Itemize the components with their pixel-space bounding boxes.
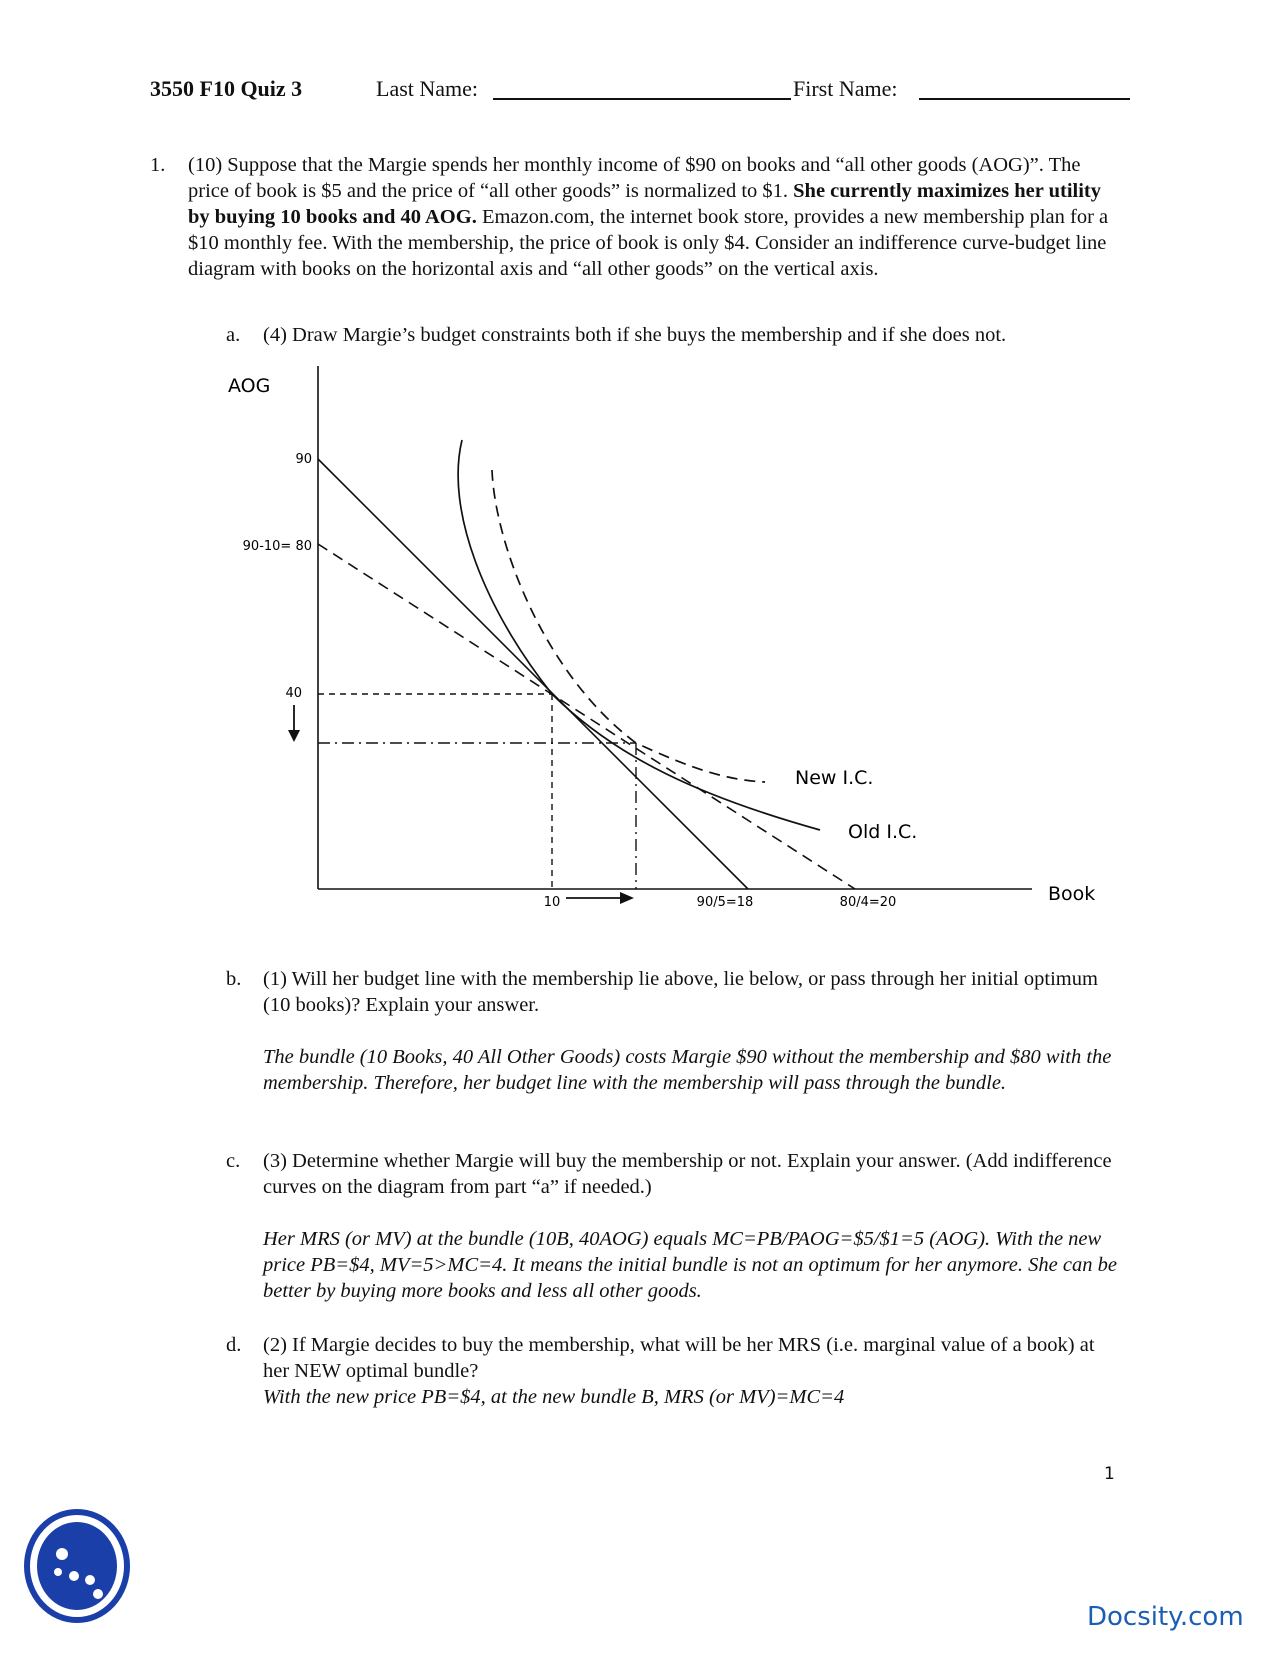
y-tick-40: 40 (285, 686, 302, 701)
budget-line-membership (318, 544, 855, 889)
quiz-title: 3550 F10 Quiz 3 (150, 76, 303, 101)
x-tick-20: 80/4=20 (839, 895, 897, 910)
down-arrow-icon (288, 705, 300, 742)
docsity-brand-link[interactable]: Docsity.com (1087, 1602, 1244, 1632)
y-tick-90: 90 (295, 452, 312, 467)
part-d-letter: d. (226, 1334, 242, 1356)
part-d-text: (2) If Margie decides to buy the membership, what will be her MRS (i.e. marginal value of a book) at her NEW optimal bundle? (263, 1334, 1095, 1382)
part-c-answer-text: Her MRS (or MV) at the bundle (10B, 40AOG) equals MC=PB/PAOG=$5/$1=5 (AOG). With the new price PB=$4, MV=5>MC=4. It means the initial bundle is not an optimum for her anymore. She can be better by buying more books and less all other goods. (263, 1228, 1117, 1302)
part-d-answer-text: With the new price PB=$4, at the new bundle B, MRS (or MV)=MC=4 (263, 1386, 845, 1408)
budget-line-original (318, 459, 748, 889)
part-b-letter: b. (226, 968, 242, 990)
new-indifference-curve (492, 470, 765, 782)
page-number: 1 (1104, 1464, 1115, 1484)
docsity-logo-icon[interactable] (22, 1508, 132, 1624)
new-ic-label: New I.C. (795, 767, 874, 789)
part-a-letter: a. (226, 324, 241, 346)
last-name-label: Last Name: (376, 76, 479, 101)
x-axis-label: Book (1048, 883, 1096, 905)
x-tick-10: 10 (543, 895, 561, 910)
y-tick-80: 90-10= 80 (242, 539, 312, 554)
first-name-label: First Name: (793, 76, 898, 101)
question-text: (10) Suppose that the Margie spends her monthly income of $90 on books and “all other goods (AOG)”. The price of book is $5 and the price of “all other goods” is normalized to $1. She currently maximizes her utility by buying 10 books and 40 AOG. Emazon.com, the internet book store, provides a new membership plan for a $10 monthly fee. With the membership, the price of book is only $4. Consider an indifference curve-budget line diagram with books on the horizontal axis and “all other goods” on the vertical axis. (188, 154, 1109, 280)
old-ic-label: Old I.C. (848, 821, 918, 843)
right-arrow-icon (566, 892, 634, 904)
part-c-letter: c. (226, 1150, 241, 1172)
part-b-answer-text: The bundle (10 Books, 40 All Other Goods) costs Margie $90 without the membership and $80 with the membership. Therefore, her budget line with the membership will pass through the bundle. (263, 1046, 1112, 1094)
question-number: 1. (150, 154, 166, 176)
y-axis-label: AOG (228, 375, 271, 397)
part-b-text: (1) Will her budget line with the membership lie above, lie below, or pass through her initial optimum (10 books)? Explain your answer. (263, 968, 1098, 1016)
old-indifference-curve (458, 440, 820, 830)
part-c-text: (3) Determine whether Margie will buy the membership or not. Explain your answer. (Add indifference curves on the diagram from part “a” if needed.) (263, 1150, 1112, 1198)
x-tick-18: 90/5=18 (696, 895, 754, 910)
part-a-text: (4) Draw Margie’s budget constraints both if she buys the membership and if she does not. (263, 324, 1007, 346)
